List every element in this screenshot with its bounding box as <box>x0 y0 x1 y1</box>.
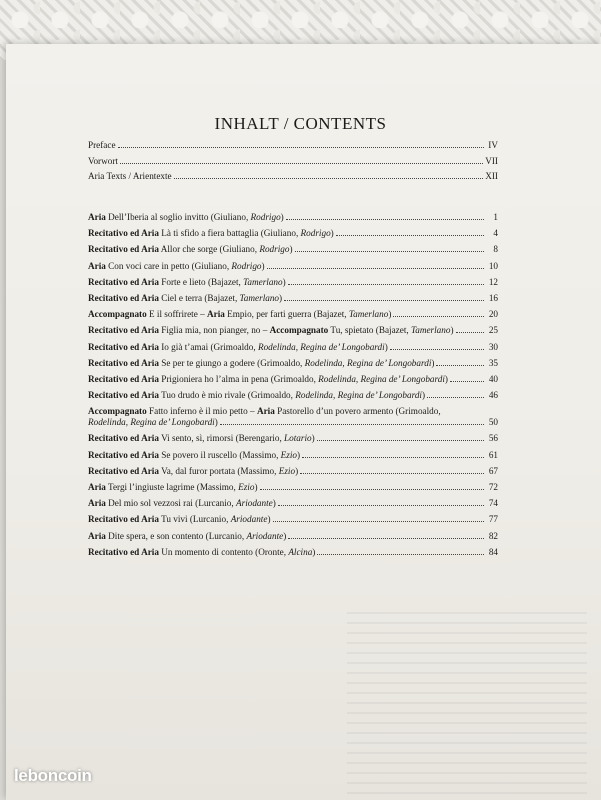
watermark-text: leboncoin <box>14 766 92 785</box>
dot-leader <box>118 147 484 148</box>
entry-text: Recitativo ed Aria Figlia mia, non pianger, no – Accompagnato Tu, spietato (Bajazet, Tamerlano) <box>88 325 454 336</box>
entry-opera: Tamerlano <box>239 292 280 303</box>
entry-type: Recitativo ed Aria <box>88 244 159 255</box>
entry-type: Recitativo ed Aria <box>88 276 159 287</box>
entry-singer: Massimo <box>199 482 234 492</box>
entry-singer: Massimo <box>242 449 277 460</box>
entry-opera: Alcina <box>288 546 313 557</box>
entry-opera: Ariodante <box>246 530 284 541</box>
entry-text: Aria Dell’Iberia al soglio invitto (Giuliano, Rodrigo) <box>88 212 284 222</box>
dot-leader <box>300 473 484 474</box>
dot-leader <box>450 381 484 382</box>
front-matter-title: Vorwort <box>88 155 118 166</box>
entry-type: Aria <box>256 406 275 417</box>
dot-leader <box>288 538 484 539</box>
page-number: 84 <box>488 546 498 557</box>
entry-type: Recitativo ed Aria <box>88 325 159 336</box>
entry-type: Aria <box>88 498 106 509</box>
entry-title: Tu vivi <box>161 514 188 525</box>
entry-singer: Bajazet <box>207 292 235 303</box>
entry-singer: Giuliano <box>194 260 227 271</box>
entry-text: Recitativo ed Aria Ciel e terra (Bajazet, Tamerlano) <box>88 292 283 303</box>
entry-opera: Ariodante <box>230 514 268 525</box>
toc-row <box>88 261 498 272</box>
entry-singer: Grimoaldo <box>273 373 314 384</box>
page-number: XII <box>485 171 498 182</box>
toc-row <box>88 466 498 477</box>
entry-title: Con voci care in petto <box>108 260 190 271</box>
dot-leader <box>456 332 484 333</box>
entry-opera: Ezio <box>280 449 298 460</box>
entry-text: Recitativo ed Aria Forte e lieto (Bajazet, Tamerlano) <box>88 276 286 287</box>
dot-leader <box>286 219 484 220</box>
entry-title: Fatto inferno è il mio petto <box>149 406 248 417</box>
page-number: 25 <box>488 325 498 336</box>
dot-leader <box>427 397 484 398</box>
toc-row <box>88 156 498 167</box>
entry-type: Aria <box>88 212 106 222</box>
toc-row <box>88 212 498 223</box>
entry-text: Recitativo ed Aria Tuo drudo è mio rivale (Grimoaldo, Rodelinda, Regina de’ Longobardi) <box>88 390 426 401</box>
entry-opera: Lotario <box>284 433 312 444</box>
entry-type: Recitativo ed Aria <box>88 449 159 460</box>
page-number: 10 <box>488 260 498 271</box>
entry-text: Aria Con voci care in petto (Giuliano, Rodrigo) <box>88 260 265 271</box>
entry-title: Tuo drudo è mio rivale <box>161 390 246 401</box>
entry-opera: Ezio <box>278 465 296 476</box>
entry-text: Recitativo ed Aria Va, dal furor portata (Massimo, Ezio) <box>88 465 299 476</box>
dot-leader <box>284 300 484 301</box>
entry-text: Recitativo ed Aria Allor che sorge (Giuliano, Rodrigo) <box>88 244 293 255</box>
page-number: 35 <box>488 357 498 368</box>
entry-text: Recitativo ed Aria Vi sento, sì, rimorsi (Berengario, Lotario) <box>88 433 315 444</box>
dot-leader <box>436 365 484 366</box>
aria-contents-list <box>88 212 498 563</box>
entry-text: Recitativo ed Aria Io già t’amai (Grimoaldo, Rodelinda, Regina de’ Longobardi) <box>88 341 388 352</box>
entry-title: Vi sento, sì, rimorsi <box>161 433 234 444</box>
entry-text: Aria Dite spera, e son contento (Lurcanio, Ariodante) <box>88 530 287 541</box>
entry-singer: Bajazet <box>378 325 407 336</box>
entry-type: Recitativo ed Aria <box>88 341 159 352</box>
entry-title: Tergi l’ingiuste lagrime <box>108 482 195 492</box>
toc-row <box>88 342 498 353</box>
entry-title: Se povero il ruscello <box>161 449 238 460</box>
toc-row <box>88 309 498 320</box>
dot-leader <box>390 349 484 350</box>
entry-singer: Giuliano <box>213 212 246 222</box>
entry-opera: Rodrigo <box>259 244 290 255</box>
front-matter-title: Preface <box>88 140 116 150</box>
entry-type: Recitativo ed Aria <box>88 514 159 525</box>
entry-singer: Lurcanio <box>198 498 232 509</box>
entry-type: Recitativo ed Aria <box>88 433 159 444</box>
dot-leader <box>302 457 484 458</box>
entry-opera: Rodelinda, Regina de’ Longobardi <box>257 341 385 352</box>
entry-title: Un momento di contento <box>161 546 253 557</box>
dot-leader <box>273 521 485 522</box>
toc-row <box>88 547 498 558</box>
entry-title: E il soffrirete <box>149 309 198 320</box>
dot-leader <box>317 440 484 441</box>
entry-singer: Lurcanio <box>208 530 242 541</box>
page-number: 46 <box>488 390 498 401</box>
entry-text: Accompagnato E il soffrirete – Aria Empio, per farti guerra (Bajazet, Tamerlano) <box>88 309 392 320</box>
dot-leader <box>317 554 484 555</box>
page-number: 74 <box>488 498 498 509</box>
dot-leader <box>336 235 484 236</box>
entry-text: Aria Tergi l’ingiuste lagrime (Massimo, Ezio) <box>88 482 258 492</box>
entry-text: Accompagnato Fatto inferno è il mio petto – Aria Pastorello d’un povero armento (Grimoaldo, <box>88 406 441 417</box>
entry-type: Accompagnato <box>269 325 329 336</box>
page-number: 77 <box>488 514 498 525</box>
dot-leader <box>174 178 484 179</box>
entry-opera: Tamerlano <box>410 325 451 336</box>
entry-opera: Rodrigo <box>250 212 281 222</box>
page-number: VII <box>485 155 498 166</box>
toc-row <box>88 228 498 239</box>
page-number: 1 <box>493 212 498 222</box>
entry-text: Recitativo ed Aria Là ti sfido a fiera battaglia (Giuliano, Rodrigo) <box>88 228 334 239</box>
entry-text: Recitativo ed Aria Un momento di contento (Oronte, Alcina) <box>88 546 316 557</box>
front-matter-list <box>88 140 498 187</box>
entry-title: Va, dal furor portata <box>161 465 236 476</box>
front-matter-title: Aria Texts / Arientexte <box>88 171 172 182</box>
page-number: 30 <box>488 341 498 352</box>
page-number: 8 <box>493 244 498 255</box>
page-number: 40 <box>488 373 498 384</box>
dot-leader <box>120 163 483 164</box>
entry-title: Se per te giungo a godere <box>161 357 255 368</box>
page-title: INHALT / CONTENTS <box>214 114 387 133</box>
entry-title: Prigioniera ho l’alma in pena <box>161 373 269 384</box>
entry-text: Recitativo ed Aria Prigioniera ho l’alma in pena (Grimoaldo, Rodelinda, Regina de’ Longobardi) <box>88 373 448 384</box>
page-number: IV <box>488 140 498 150</box>
entry-text: Recitativo ed Aria Tu vivi (Lurcanio, Ariodante) <box>88 514 271 525</box>
entry-opera: Rodrigo <box>231 260 262 271</box>
entry-type: Recitativo ed Aria <box>88 292 159 303</box>
toc-row <box>88 171 498 182</box>
entry-text: Recitativo ed Aria Se per te giungo a godere (Grimoaldo, Rodelinda, Regina de’ Longobardi) <box>88 357 435 368</box>
entry-singer: Grimoaldo <box>250 390 291 401</box>
entry-opera: Rodelinda, Regina de’ Longobardi <box>88 417 215 428</box>
entry-singer: Bajazet <box>316 309 345 320</box>
entry-type: Recitativo ed Aria <box>88 390 159 401</box>
entry-title: Là ti sfido a fiera battaglia <box>161 228 259 239</box>
toc-row <box>88 482 498 493</box>
entry-title: Tu, spietato <box>330 325 374 336</box>
toc-row <box>88 450 498 461</box>
toc-row <box>88 514 498 525</box>
entry-opera: Tamerlano <box>243 276 283 287</box>
entry-type: Aria <box>88 482 106 492</box>
entry-opera: Rodelinda, Regina de’ Longobardi <box>304 357 432 368</box>
toc-row <box>88 325 498 336</box>
entry-opera: Ariodante <box>236 498 273 509</box>
toc-row <box>88 390 498 401</box>
toc-row <box>88 531 498 542</box>
entry-singer: Massimo <box>240 465 275 476</box>
dot-leader <box>267 268 484 269</box>
page-number: 56 <box>488 433 498 444</box>
dot-leader <box>393 316 484 317</box>
entry-title: Io già t’amai <box>161 341 209 352</box>
entry-title: Dell’Iberia al soglio invitto <box>108 212 209 222</box>
page-number: 67 <box>488 465 498 476</box>
entry-singer: Grimoaldo <box>398 406 439 417</box>
entry-opera: Ezio <box>238 482 255 492</box>
dot-leader <box>260 489 484 490</box>
entry-opera: Rodelinda, Regina de’ Longobardi <box>318 373 445 384</box>
page-number: 20 <box>488 309 498 320</box>
leboncoin-watermark <box>14 766 92 786</box>
dot-leader <box>288 284 484 285</box>
entry-type: Recitativo ed Aria <box>88 357 159 368</box>
entry-type: Recitativo ed Aria <box>88 373 159 384</box>
toc-row <box>88 244 498 255</box>
toc-row <box>88 293 498 304</box>
page-number: 72 <box>488 482 498 492</box>
entry-opera: Rodelinda, Regina de’ Longobardi <box>295 390 422 401</box>
entry-type: Aria <box>88 260 106 271</box>
toc-row <box>88 374 498 385</box>
entry-type: Recitativo ed Aria <box>88 465 159 476</box>
page-number: 4 <box>493 228 498 239</box>
page-number: 12 <box>488 276 498 287</box>
toc-row <box>88 277 498 288</box>
dot-leader <box>220 424 484 425</box>
entry-title: Figlia mia, non pianger, no <box>161 325 261 336</box>
toc-row <box>88 406 498 428</box>
entry-title: Allor che sorge <box>160 244 218 255</box>
page-number: 61 <box>488 449 498 460</box>
entry-opera: Rodrigo <box>300 228 331 239</box>
entry-continuation <box>88 417 498 428</box>
entry-opera: Tamerlano <box>348 309 389 320</box>
entry-title: Del mio sol vezzosi rai <box>108 498 193 509</box>
page-number: 82 <box>488 530 498 541</box>
entry-type: Recitativo ed Aria <box>88 228 159 239</box>
toc-row <box>88 140 498 151</box>
show-through-text <box>347 604 587 794</box>
entry-title: Forte e lieto <box>161 276 206 287</box>
toc-row <box>88 433 498 444</box>
entry-singer: Oronte <box>258 546 284 557</box>
entry-title: Ciel e terra <box>161 292 203 303</box>
entry-singer: Grimoaldo <box>213 341 254 352</box>
entry-singer: Berengario <box>238 433 280 444</box>
page-number: 50 <box>488 417 498 428</box>
dot-leader <box>278 505 484 506</box>
entry-singer: Grimoaldo <box>260 357 301 368</box>
entry-text: Aria Del mio sol vezzosi rai (Lurcanio, Ariodante) <box>88 498 276 509</box>
entry-type: Recitativo ed Aria <box>88 546 159 557</box>
entry-text: Rodelinda, Regina de’ Longobardi) <box>88 417 218 428</box>
entry-singer: Giuliano <box>263 228 296 239</box>
toc-row <box>88 358 498 369</box>
entry-title: Empio, per farti guerra <box>227 309 312 320</box>
entry-type: Accompagnato <box>88 309 147 320</box>
entry-singer: Giuliano <box>222 244 255 255</box>
entry-type: Accompagnato <box>88 406 147 417</box>
entry-singer: Bajazet <box>211 276 239 287</box>
entry-type: Aria <box>207 309 225 320</box>
entry-text: Recitativo ed Aria Se povero il ruscello (Massimo, Ezio) <box>88 449 301 460</box>
entry-title: Pastorello d’un povero armento <box>277 406 394 417</box>
entry-type: Aria <box>88 530 106 541</box>
toc-row <box>88 498 498 509</box>
page-number: 16 <box>488 292 498 303</box>
entry-singer: Lurcanio <box>192 514 227 525</box>
dot-leader <box>295 251 484 252</box>
entry-title: Dite spera, e son contento <box>108 530 204 541</box>
